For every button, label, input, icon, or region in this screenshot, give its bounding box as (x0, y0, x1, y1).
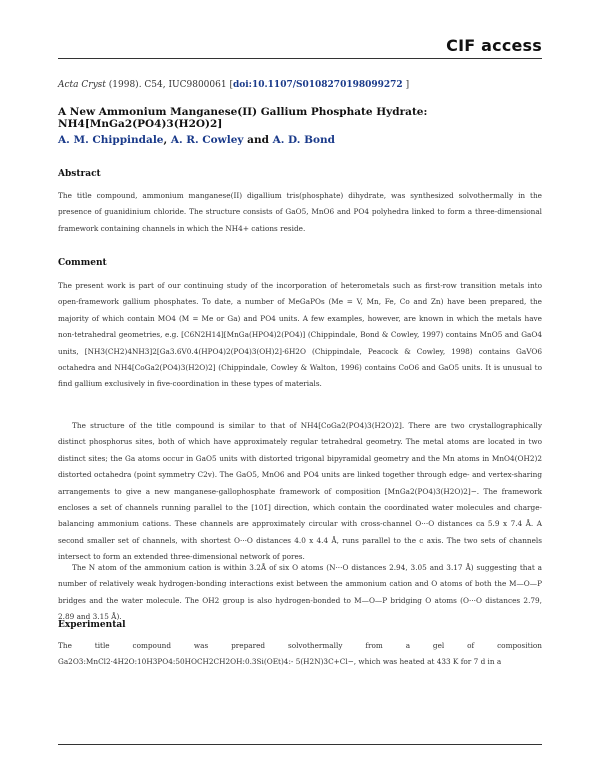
experimental-heading: Experimental (58, 620, 126, 630)
comment-paragraph-2: The structure of the title compound is similar to that of NH4[CoGa2(PO4)3(H2O)2]. There are two crystallographically distinct phosphorus sites, both of which have approximately regular tetrahedral geometry. The metal atoms are located in two distinct sites; the Ga atoms occur in GaO5 units with distorted trigonal bipyramidal geometry and the Mn atoms in MnO4(OH2)2 distorted octahedra (point symmetry C2v). The GaO5, MnO6 and PO4 units are linked together through edge- and vertex-sharing arrangements to give a new manganese-gallophosphate framework of composition [MnGa2(PO4)3(H2O)2]−. The framework encloses a set of channels running parallel to the [101̄] direction, which contain the coordinated water molecules and charge-balancing ammonium cations. These channels are approximately circular with cross-channel O···O distances ca 5.9 x 7.4 Å. A second smaller set of channels, with shortest O···O distances 4.0 x 4.4 Å, runs parallel to the c axis. The two sets of channels intersect to form an extended three-dimensional network of pores. (58, 421, 542, 562)
experimental-text: The title compound was prepared solvothermally from a gel of composition Ga2O3:MnCl2·4H2O:10H3PO4:50HOCH2CH2OH:0.3Si(OEt)4:- 5(H2N)3C+Cl−, which was heated at 433 K for 7 d in a (58, 641, 542, 667)
footer-rule (58, 744, 542, 745)
author-1[interactable]: A. M. Chippindale (58, 134, 164, 146)
comment-paragraph-3: The N atom of the ammonium cation is within 3.2Å of six O atoms (N···O distances 2.94, 3.05 and 3.17 Å) suggesting that a number of relatively weak hydrogen-bonding interactions exist between the ammonium cation and O atoms of both the M—O—P bridges and the water molecule. The OH2 group is also hydrogen-bonded to M—O—P bridging O atoms (O···O distances 2.79, 2.89 and 3.15 Å). (58, 563, 542, 622)
doi-link[interactable]: doi:10.1107/S0108270198099272 (232, 80, 403, 90)
journal-name: Acta Cryst (58, 80, 106, 90)
citation (58, 80, 409, 90)
citation-details: (1998). C54, IUC9800061 [ (105, 80, 233, 90)
comment-heading: Comment (58, 258, 107, 268)
article-title: A New Ammonium Manganese(II) Gallium Phosphate Hydrate: NH4[MnGa2(PO4)3(H2O)2] (58, 106, 428, 130)
header-title: CIF access (446, 36, 542, 55)
author-list (58, 134, 335, 146)
author-3[interactable]: A. D. Bond (272, 134, 335, 146)
author-separator: , (163, 134, 171, 146)
author-and: and (243, 134, 273, 146)
header-rule (58, 58, 542, 59)
page-header (0, 0, 600, 58)
comment-paragraph-1: The present work is part of our continuing study of the incorporation of heterometals such as first-row transition metals into open-framework gallium phosphates. To date, a number of MeGaPOs (Me = V, Mn, Fe, Co and Zn) have been prepared, the majority of which contain MO4 (M = Me or Ga) and PO4 units. A few examples, however, are known in which the metals have non-tetrahedral geometries, e.g. [C6N2H14][MnGa(HPO4)2(PO4)] (Chippindale, Bond & Cowley, 1997) contains MnO5 and GaO4 units, [NH3(CH2)4NH3]2[Ga3.6V0.4(HPO4)2(PO4)3(OH)2]·6H2O (Chippindale, Peacock & Cowley, 1998) contains GaVO6 octahedra and NH4[CoGa2(PO4)3(H2O)2] (Chippindale, Cowley & Walton, 1996) contains CoO6 and GaO5 units. It is unusual to find gallium exclusively in five-coordination in these types of materials. (58, 281, 542, 389)
abstract-heading: Abstract (58, 169, 101, 179)
abstract-text: The title compound, ammonium manganese(II) digallium tris(phosphate) dihydrate, was synthesized solvothermally in the presence of guanidinium chloride. The structure consists of GaO5, MnO6 and PO4 polyhedra linked to form a three-dimensional framework containing channels in which the NH4+ cations reside. (58, 191, 542, 233)
author-2[interactable]: A. R. Cowley (170, 134, 244, 146)
citation-close: ] (402, 80, 410, 90)
